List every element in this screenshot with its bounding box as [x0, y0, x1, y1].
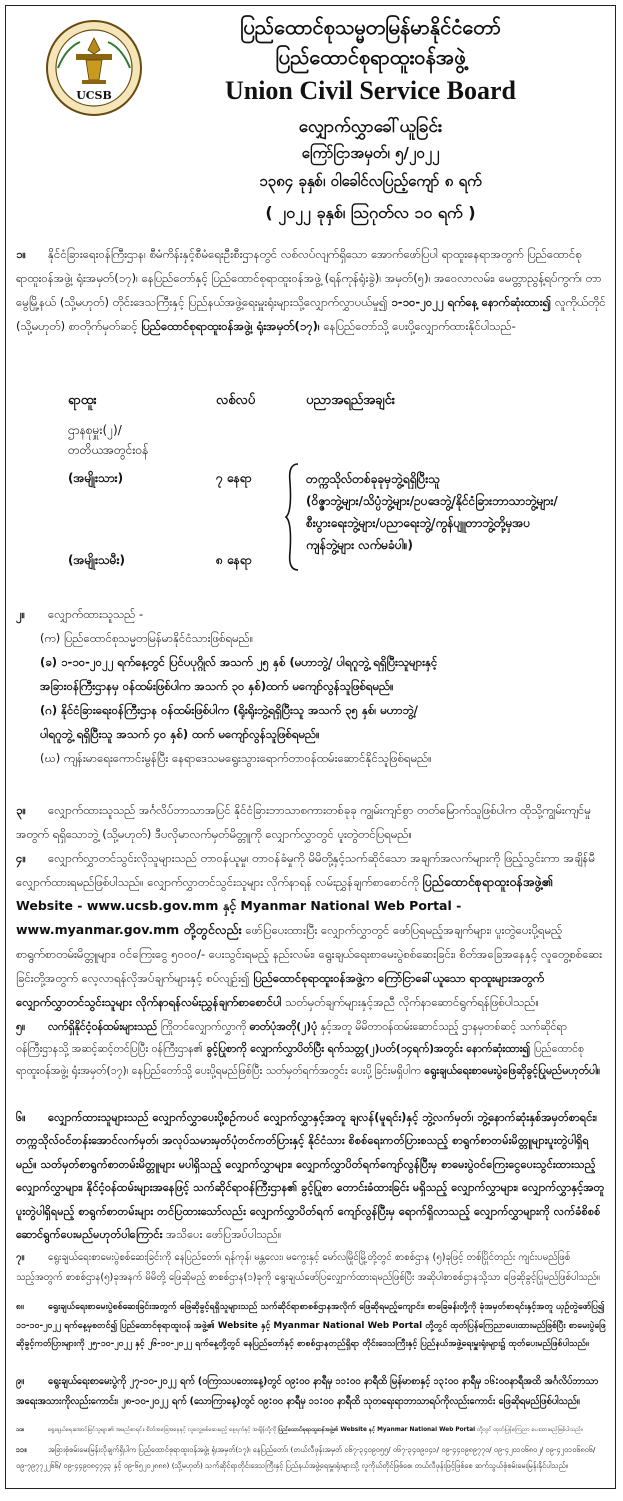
- org-name-en: Union Civil Service Board: [224, 76, 517, 105]
- paragraph-number: ၈။: [16, 1302, 24, 1312]
- paragraph-text: ရွေးချယ်ရေးစာမေးပွဲစစ်ဆေးခြင်းကို နေပြည်တော်၊ ရန်ကုန်၊ မန္တလေး၊ မကွေးနှင့် မော်လမြိုင်မြို့တို့တွင် စာစစ်ဌာန (၅)ခုဖြင့် တစ်ပြိုင်တည်း ကျင်းပမည်ဖြစ်သည့်အတွက် စာစစ်ဌာန(၅)ခုအနက် မိမိတို့ ဖြေဆိုမည့် စာစစ်ဌာန(၁)ခုကို ရွေးချယ်ဖော်ပြလျှောက်ထားရမည်ဖြစ်ပြီး အဆိုပါစာစစ်ဌာနသို့သာ ဖြေဆိုခွင့်ပြုမည်ဖြစ်ပါသည်။: [16, 1252, 600, 1284]
- paragraph-10: [16, 1424, 607, 1437]
- paragraph-bold: ပြည်ထောင်စုရာထူးဝန်အဖွဲ့က ကြော်ငြာခေါ်ယူသော ရာထူးများအတွက် လျှောက်လွှာတင်သွင်းသူများ လိုက်နာရန်လမ်းညွှန်ချက်စာစောင်ပါ: [16, 971, 545, 1009]
- paragraph-bold: ရွေးချယ်ရေးစာမေးပွဲကို ၂၇-၁၀-၂၀၂၂ ရက် (ဝကြာသပတေးနေ့)တွင် ဝ၉:ဝဝ နာရီမှ ၁၁:၀၀ နာရီထိ မြန်မာစာနှင့် ၁၃:၀၀ နာရီမှ ၁၆:၀၀နာရီအထိ အင်္ဂလိပ်ဘာသာအရေးအသားကိုလည်းကောင်း၊ ၂၈-၁၀-၂၀၂၂ ရက် (သောကြာနေ့)တွင် ဝ၉:ဝဝ နာရီမှ ၁၁:၀၀ နာရီထိ သုတရေးရာဘာသာရပ်ကိုလည်းကောင်း ဖြေဆိုရမည်ဖြစ်ပါသည်။: [16, 1376, 599, 1407]
- row-male-count: ၇ နေရာ: [216, 471, 252, 485]
- requirement-a: (က) ပြည်ထောင်စုသမ္မတမြန်မာနိုင်ငံသားဖြစ်ရမည်။: [40, 631, 254, 645]
- paragraph-text: လူကိုယ်တိုင် (သို့မဟုတ်) စာတိုက်မှတ်ဆင့်: [16, 295, 606, 333]
- paragraph-number: ၁။: [16, 247, 26, 261]
- education-line: (ဝိဇ္ဇာဘွဲ့များ/သိပ္ပံဘွဲ့များ/ဥပဒေဘွဲ့/နိုင်ငံခြားဘာသာဘွဲ့များ/: [306, 494, 558, 508]
- paragraph-bold: လျှောက်ထားသူများသည် လျှောက်လွှာပေးပို့စဉ်ကပင် လျှောက်လွှာနှင့်အတူ ချလန်(မူရင်း)နှင့် ဘွဲ့လက်မှတ်၊ ဘွဲ့နောက်ဆုံးနှစ်အမှတ်စာရင်း၊ တက္ကသိုလ်ဝင်တန်းအောင်လက်မှတ်၊ အလုပ်သမားမှတ်ပုံတင်ကတ်ပြားနှင့် နိုင်ငံသား စိစစ်ရေးကတ်ပြားစသည့် စာရွက်စာတမ်းမိတ္တူများပူးတွဲပါရှိရမည်။ သတ်မှတ်စာရွက်စာတမ်းမိတ္တူများ မပါရှိသည့် လျှောက်လွှာများ၊ လျှောက်လွှာပိတ်ရက်ကျော်လွန်ပြီးမှ စာမေးပွဲဝင်ကြေးငွေပေးသွင်းထားသည့်လျှောက်လွှာများ၊ နိုင်ငံ့ဝန်ထမ်းများအနေဖြင့် သက်ဆိုင်ရာဝန်ကြီးဌာန၏ ခွင့်ပြုစာ တောင်းခံထားခြင်း မရှိသည့် လျှောက်လွှာများ၊ လျှောက်လွှာနှင့်အတူ ပူးတွဲပါရှိရမည့် စာရွက်စာတမ်းများ တင်ပြထားသော်လည်း လျှောက်လွှာပိတ်ရက် ကျော်လွန်ပြီးမှ ရောက်ရှိလာသည့် လျှောက်လွှာများကို လက်ခံစိစစ်ဆောင်ရွက်ပေးမည်မဟုတ်ပါကြောင်း: [16, 1111, 605, 1242]
- brace-icon: [284, 462, 300, 572]
- paragraph-text: နှင့်အတူ မိမိတာဝန်ထမ်းဆောင်သည့် ဌာနမှတစ်ဆင့် သက်ဆိုင်ရာဝန်ကြီးဌာနသို့ အဆင့်ဆင့်တင်ပြပြီး ဝန်ကြီးဌာန၏: [16, 1021, 567, 1056]
- paragraph-number: ၇။: [16, 1252, 25, 1263]
- paragraph-bold: ရွေးချယ်ရေးစာမေးပွဲဖြေဆိုခွင့်ပြုမည်မဟုတ်ပါ။: [424, 1065, 601, 1078]
- col-header-education: ပညာအရည်အချင်း: [306, 393, 396, 408]
- paragraph-number: ၆။: [16, 1111, 26, 1124]
- post-name-line: တတိယအတွင်းဝန်: [68, 443, 149, 457]
- paragraph-text: အခြားစုံစမ်းမေးမြန်းလိုချက်ရှိပါက ပြည်ထောင်စုရာထူးဝန်အဖွဲ့၊ ရုံးအမှတ်(၁၇)၊ နေပြည်တော်၊ (တယ်လီဖုန်းအမှတ် ဝ၆၇-၃၄ဝ၉၀၅၅/ ဝ၆၇-၃၄ဝ၉၀၄၁/ ဝ၉-၄၄၀၉၈၉၇၇၀/ ဝ၉-၄၂၀၁၀၆၈၀၂/ ဝ၉-၄၂၀၁၀၆၈၀၆/ ဝ၉-၇၉၇၇၂၂၆၆/ ဝ၉-၄၄၉၀၈၄၇၄၃ နှင့် ဝ၉-၆၅၂၀၂၈၈၈) (သို့မဟုတ်) သက်ဆိုင်ရာတိုင်းဒေသကြီးနှင့် ပြည်နယ်အဖွဲ့ရေးမှူးရုံးများသို့ လူကိုယ်တိုင်ဖြစ်စေ၊ တယ်လီဖုန်းဖြင့်ဖြစ်စေ ဆက်သွယ်စုံစမ်းမေးမြန်းနိုင်ပါသည်။: [16, 1445, 596, 1470]
- org-name-mm-1: ပြည်ထောင်စုသမ္မတမြန်မာနိုင်ငံတော်: [240, 15, 501, 39]
- col-header-post: ရာထူး: [68, 393, 97, 408]
- paragraph-2: [16, 602, 607, 770]
- vacancy-table: [66, 392, 607, 572]
- education-requirement: [306, 468, 607, 556]
- paragraph-bold: ရွေးချယ်ရေးစာမေးပွဲစစ်ဆေးခြင်းအတွက် ဖြေဆိုခွင့်ရရှိသူများသည် သက်ဆိုင်ရာစာစစ်ဌာနအလိုက် ဖြေဆိုရမည့်ကျောင်း၊ စာခြေခန်းတို့ကို ခုံအမှတ်စာရင်းနှင့်အတူ ယှဉ်တွဲဖော်ပြ၍ ၁၁-၁၀-၂၀၂၂ ရက်နေ့မှစတင်၍ ပြည်ထောင်စုရာထူးဝန် အဖွဲ့၏ Website နှင့် Myanmar National Web Portal တို့တွင် ထုတ်ပြန်ကြေညာပေးထားမည်ဖြစ်ပြီး စာမေးပွဲဖြေဆိုခွင့်ကတ်ပြားများကို ၂၅-၁၀-၂၀၂၂ နှင့် ၂၆-၁၀-၂၀၂၂ ရက်နေ့တို့တွင် နေပြည်တော်နှင့် စာစစ်ဌာနတည်ရှိရာ တိုင်းဒေသကြီးနှင့် ပြည်နယ်အဖွဲ့ရေးမှူးရုံးများ၌ ထုတ်ပေးမည်ဖြစ်ပါသည်။: [16, 1302, 606, 1350]
- paragraph-text: နေပြည်တော်သို့ ပေးပို့လျှောက်ထားနိုင်ပါသည်-: [323, 319, 516, 333]
- ucsb-logo: [44, 18, 144, 118]
- requirement-d: (ဃ) ကျန်းမာရေးကောင်းမွန်ပြီး နေရာဒေသမရွေးသွားရောက်တာဝန်ထမ်းဆောင်နိုင်သူဖြစ်ရမည်။: [40, 751, 432, 765]
- row-male-label: (အမျိုးသား): [68, 471, 124, 485]
- paragraph-3: [16, 798, 607, 846]
- paragraph-number: ၁၁။: [16, 1445, 27, 1454]
- paragraph-text: လျှောက်လွှာတင်သွင်းလိုသူများသည် တာဝန်ယူမှု၊ တာဝန်ခံမှုကို မိမိတို့နှင့်သက်ဆိုင်သော အချက်အလက်များကို ဖြည့်သွင်းကာ အချိန်မီလျှောက်ထားရမည်ဖြစ်ပါသည်။ လျှောက်လွှာတင်သွင်းသူများ လိုက်နာရန် လမ်းညွှန်ချက်စာစောင်ကို: [16, 851, 595, 889]
- row-female-label: (အမျိုးသမီး): [68, 553, 126, 567]
- requirement-c-line2: ပါရဂူဘွဲ့ ရရှိပြီးသူ အသက် ၄၀ နှစ်) ထက် မကျော်လွန်သူဖြစ်ရမည်။: [40, 727, 320, 741]
- paragraph-number: ၉။: [16, 1376, 25, 1387]
- requirement-b-line1: (ခ) ၁-၁၀-၂၀၂၂ ရက်နေ့တွင် ပြင်ပပုဂ္ဂိုလ် အသက် ၂၅ နှစ် (မဟာဘွဲ့/ ပါရဂူဘွဲ့ ရရှိပြီးသူများနှင့်: [40, 655, 438, 669]
- paragraph-number: ၃။: [16, 803, 26, 817]
- paragraph-text: ကြိုတင်လျှောက်လွှာကို: [160, 1021, 247, 1033]
- paragraph-text: သတ်မှတ်ချက်များနှင့်အညီ လိုက်နာဆောင်ရွက်ရန်ဖြစ်ပါသည်။: [285, 995, 540, 1009]
- paragraph-9: [16, 1372, 607, 1412]
- emblem-icon: [44, 18, 144, 118]
- paragraph-number: ၂။: [16, 607, 26, 621]
- col-header-vacancy: လစ်လပ်: [216, 393, 256, 408]
- requirement-c-line1: (ဂ) နိုင်ငံခြားရေးဝန်ကြီးဌာန ဝန်ထမ်းဖြစ်ပါက (ရိုးရိုးဘွဲ့ရရှိပြီးသူ အသက် ၃၅ နှစ်၊ မဟာဘွဲ့/: [40, 703, 419, 717]
- education-line: စီးပွားရေးဘွဲ့များ/ပညာရေးဘွဲ့/ကွန်ပျူတာဘွဲ့တို့မှအပ: [306, 516, 531, 530]
- row-female-count: ၈ နေရာ: [216, 553, 252, 567]
- logo-text: UCSB: [76, 89, 112, 102]
- paragraph-text: လျှောက်ထားသူသည် -: [48, 607, 144, 621]
- paragraph-bold: ခွင့်ပြုစာကို လျှောက်လွှာပိတ်ပြီး ရက်သတ္တ(၂)ပတ်(၁၄ရက်)အတွင်း နောက်ဆုံးထား၍: [206, 1043, 531, 1056]
- paragraph-text: ပြည်ထောင်စုရာထူးဝန်အဖွဲ့၊ ရုံးအမှတ်(၁၇)၊ နေပြည်တော်သို့ ပေးပို့ရမည်ဖြစ်ပြီး သတ်မှတ်ရက်အတွင်း ပေးပို့ခြင်းမရှိပါက: [16, 1043, 584, 1078]
- notice-page: [5, 5, 616, 1489]
- paragraph-text: ဖော်ပြပေးထားပြီး လျှောက်လွှာတွင် ဖော်ပြရမည့်အချက်များ၊ ပူးတွဲပေးပို့ရမည့် စာရွက်စာတမ်းမိတ္တူများ၊ ဝင်ကြေးငွေ ၅၀၀၀/- ပေးသွင်းရမည့် နည်းလမ်း၊ ရွေးချယ်ရေးစာမေးပွဲစစ်ဆေးခြင်း၊ စိတ်အခြေအနေနှင့် လူတွေ့စစ်ဆေးခြင်းတို့အတွက် လေ့လာရန်လိုအပ်ချက်များနှင့် စပ်လျဉ်း၍: [16, 923, 603, 985]
- paragraph-number: ၅။: [16, 1021, 26, 1033]
- paragraph-text: တို့တွင် ထုတ်ပြန်ကြေညာ ပေးထားမည်ဖြစ်ပါသည်။: [477, 1427, 583, 1433]
- paragraph-bold: ပြည်ထောင်စုရာထူးဝန်အဖွဲ့၊ ရုံးအမှတ်(၁၇)၊: [141, 319, 320, 333]
- paragraph-7: [16, 1248, 607, 1289]
- education-line: ကျန်ဘွဲ့များ လက်မခံပါ။): [306, 538, 413, 552]
- paragraph-text: ရွေးချယ်ရေးအောင်မြင်သူများ၏ အမည်စာရင်း၊ စိတ်အခြေအနေနှင့် လူတွေ့စစ်ဆေးမည့် နေ့ရက်နှင့် အချိန်တို့ကို: [48, 1427, 277, 1433]
- education-line: တက္ကသိုလ်တစ်ခုခုမှဘွဲ့ရရှိပြီးသူ: [306, 472, 440, 486]
- paragraph-bold: ပြည်ထောင်စုရာထူးဝန်အဖွဲ့၏ Website နှင့် Myanmar National Web Portal: [278, 1427, 476, 1433]
- paragraph-text: လျှောက်ထားသူသည် အင်္ဂလိပ်ဘာသာအပြင် နိုင်ငံခြားဘာသာစကားတစ်ခုခု ကျွမ်းကျင်စွာ တတ်မြောက်သူဖြစ်ပါက ထိုသို့ကျွမ်းကျင်မှုအတွက် ရရှိသောဘွဲ့ (သို့မဟုတ်) ဒီပလိုမာလက်မှတ်မိတ္တူကို လျှောက်လွှာတွင် ပူးတွဲတင်ပြရမည်။: [16, 803, 591, 841]
- notice-number: ကြော်ငြာအမှတ်၊ ၅/၂၀၂၂: [301, 144, 440, 162]
- post-name: [68, 420, 148, 460]
- paragraph-11: [16, 1442, 607, 1473]
- paragraph-8: [16, 1298, 607, 1354]
- paragraph-text: နိုင်ငံခြားရေးဝန်ကြီးဌာန၊ စီမံကိန်းနှင့်စီမံရေးဦးစီးဌာနတွင် လစ်လပ်လျက်ရှိသော အောက်ဖော်ပြပါ ရာထူးနေရာအတွက် ပြည်ထောင်စုရာထူးဝန်အဖွဲ့၊ ရုံးအမှတ်(၁၇)၊ နေပြည်တော်နှင့် ပြည်ထောင်စုရာထူးဝန်အဖွဲ့ (ရန်ကုန်ရုံးခွဲ)၊ အမှတ်(၅)၊ အဝေလာလမ်း၊ မေတ္တာညွန့်ရပ်ကွက်၊ တာမွေမြို့နယ် (သို့မဟုတ်) တိုင်းဒေသကြီးနှင့် ပြည်နယ်အဖွဲ့ရေးမှူးရုံးများသို့လျှောက်လွှာပယ်မှု၍: [16, 247, 602, 309]
- paragraph-bold: ၁-၁၀-၂၀၂၂ ရက်နေ့ နောက်ဆုံးထား၍: [391, 295, 552, 309]
- website-reference: ပြည်ထောင်စုရာထူးဝန်အဖွဲ့၏ Website - www.ucsb.gov.mm နှင့် Myanmar National Web Portal - www.myanmar.gov.mm တို့တွင်လည်း: [16, 874, 553, 937]
- notice-header: [6, 6, 615, 276]
- paragraph-5: [16, 1016, 607, 1083]
- date-myanmar: ၁၃၈၄ ခုနှစ်၊ ဝါခေါင်လပြည့်ကျော် ၈ ရက်: [259, 172, 482, 190]
- paragraph-number: ၁၀။: [16, 1427, 25, 1433]
- paragraph-4: [16, 846, 607, 1014]
- date-gregorian: ( ၂၀၂၂ ခုနှစ်၊ ဩဂုတ်လ ၁၀ ရက် ): [265, 203, 476, 222]
- paragraph-6: [16, 1106, 607, 1246]
- org-name-mm-2: ပြည်ထောင်စုရာထူးဝန်အဖွဲ့: [275, 45, 466, 69]
- paragraph-text: အသိပေး ဖော်ပြအပ်ပါသည်။: [166, 1228, 282, 1242]
- notice-title: လျှောက်လွှာခေါ်ယူခြင်း: [298, 117, 443, 137]
- paragraph-bold: လက်ရှိနိုင်ငံ့ဝန်ထမ်းများသည်: [48, 1021, 158, 1033]
- paragraph-number: ၄။: [16, 851, 26, 865]
- post-name-line: ဌာနစုမှူး(၂)/: [68, 423, 122, 437]
- paragraph-bold: ဓာတ်ပုံအတို(၂)ပုံ: [249, 1021, 318, 1033]
- requirement-b-line2: အခြားဝန်ကြီးဌာနမှ ဝန်ထမ်းဖြစ်ပါက အသက် ၃၀ နှစ်)ထက် မကျော်လွန်သူဖြစ်ရမည်။: [40, 679, 394, 693]
- paragraph-1: [16, 242, 607, 338]
